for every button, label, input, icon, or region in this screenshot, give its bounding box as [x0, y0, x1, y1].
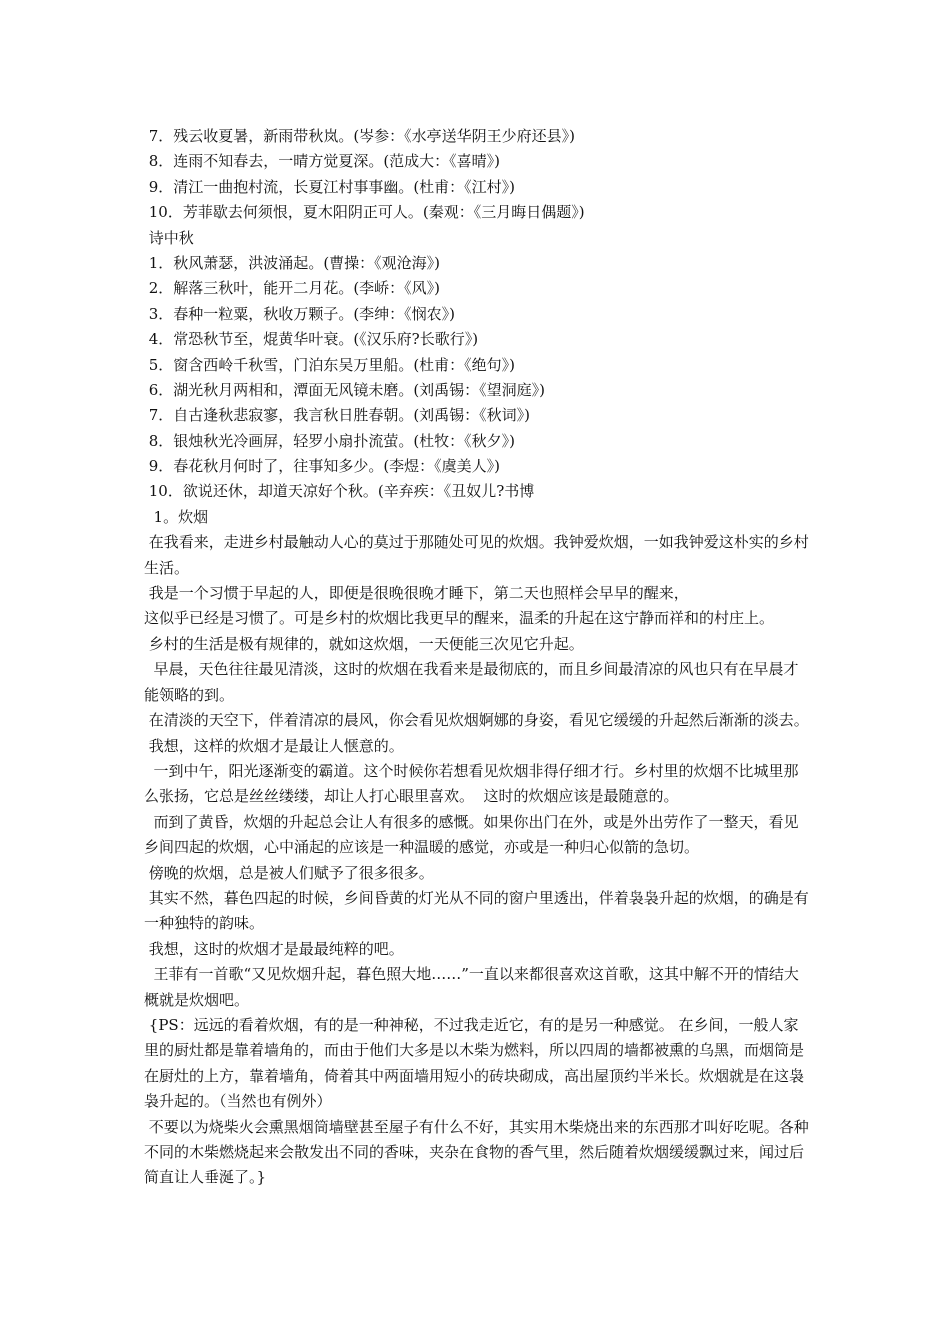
- essay-paragraph: 我是一个习惯于早起的人，即便是很晚很晚才睡下，第二天也照样会早早的醒来，: [144, 584, 689, 603]
- poem-line: 3．春种一粒粟，秋收万颗子。(李绅：《悯农》): [144, 304, 456, 323]
- document-body: [144, 124, 812, 1191]
- essay-paragraph: 而到了黄昏，炊烟的升起总会让人有很多的感慨。如果你出门在外，或是外出劳作了一整天，看见乡间四起的炊烟，心中涌起的应该是一种温暖的感觉，亦或是一种归心似箭的急切。: [144, 812, 799, 857]
- section-heading-autumn: 诗中秋: [144, 228, 194, 247]
- essay-title: 1。炊烟: [144, 507, 209, 526]
- essay-paragraph: 这似乎已经是习惯了。可是乡村的炊烟比我更早的醒来，温柔的升起在这宁静而祥和的村庄上。: [144, 609, 775, 628]
- essay-paragraph: 早晨，天色往往最见清淡，这时的炊烟在我看来是最彻底的，而且乡间最清凉的风也只有在早晨才能领略的到。: [144, 660, 799, 704]
- poem-line: 6．湖光秋月两相和，潭面无风镜未磨。(刘禹锡：《望洞庭》): [144, 380, 546, 399]
- poem-line: 7．自古逢秋悲寂寥，我言秋日胜春朝。(刘禹锡：《秋词》): [144, 406, 531, 425]
- essay-paragraph: 王菲有一首歌“又见炊烟升起，暮色照大地……”一直以来都很喜欢这首歌，这其中解不开的情结大概就是炊烟吧。: [144, 965, 799, 1009]
- poem-line: 5．窗含西岭千秋雪，门泊东吴万里船。(杜甫：《绝句》): [144, 355, 516, 374]
- poem-line: 10．欲说还休，却道天凉好个秋。(辛弃疾：《丑奴儿?书博: [144, 482, 535, 501]
- poem-line: 9．清江一曲抱村流，长夏江村事事幽。(杜甫：《江村》): [144, 177, 516, 196]
- poem-line: 7．残云收夏暑，新雨带秋岚。(岑参：《水亭送华阴王少府还县》): [144, 127, 576, 145]
- poem-line: 1．秋风萧瑟，洪波涌起。(曹操：《观沧海》): [144, 253, 441, 272]
- essay-paragraph: 我想，这样的炊烟才是最让人惬意的。: [144, 736, 404, 755]
- essay-paragraph: 其实不然，暮色四起的时候，乡间昏黄的灯光从不同的窗户里透出，伴着袅袅升起的炊烟，的确是有一种独特的韵味。: [144, 888, 809, 933]
- essay-paragraph: 傍晚的炊烟，总是被人们赋予了很多很多。: [144, 863, 434, 882]
- poem-line: 8．银烛秋光冷画屏，轻罗小扇扑流萤。(杜牧：《秋夕》): [144, 431, 516, 450]
- essay-paragraph: 乡村的生活是极有规律的，就如这炊烟，一天便能三次见它升起。: [144, 634, 584, 653]
- essay-paragraph: 在我看来，走进乡村最触动人心的莫过于那随处可见的炊烟。我钟爱炊烟，一如我钟爱这朴实的乡村生活。: [144, 533, 809, 577]
- essay-paragraph: 在清淡的天空下，伴着清凉的晨风，你会看见炊烟婀娜的身姿，看见它缓缓的升起然后渐渐的淡去。: [144, 711, 809, 730]
- essay-paragraph: {PS：远远的看着炊烟，有的是一种神秘，不过我走近它，有的是另一种感觉。 在乡间，一般人家里的厨灶都是靠着墙角的，而由于他们大多是以木柴为燃料，所以四周的墙都被熏的乌黑，而烟筒是在厨灶的上方，靠着墙角，倚着其中两面墙用短小的砖块砌成，高出屋顶约半米长。炊烟就是在这袅袅升起的。（当然也有例外）: [144, 1015, 805, 1111]
- poem-line: 9．春花秋月何时了，往事知多少。(李煜：《虞美人》): [144, 457, 501, 476]
- essay-paragraph: 一到中午，阳光逐渐变的霸道。这个时候你若想看见炊烟非得仔细才行。乡村里的炊烟不比城里那么张扬，它总是丝丝缕缕，却让人打心眼里喜欢。 这时的炊烟应该是最随意的。: [144, 761, 799, 806]
- poem-line: 2．解落三秋叶，能开二月花。(李峤：《风》): [144, 279, 441, 298]
- essay-paragraph: 不要以为烧柴火会熏黑烟筒墙壁甚至屋子有什么不好，其实用木柴烧出来的东西那才叫好吃呢。各种不同的木柴燃烧起来会散发出不同的香味，夹杂在食物的香气里，然后随着炊烟缓缓飘过来，闻过后简直让人垂涎了。}: [144, 1117, 809, 1187]
- essay-paragraph: 我想，这时的炊烟才是最最纯粹的吧。: [144, 939, 404, 958]
- poem-line: 10．芳菲歇去何须恨，夏木阳阴正可人。(秦观：《三月晦日偶题》): [144, 203, 585, 222]
- poem-line: 8．连雨不知春去，一晴方觉夏深。(范成大：《喜晴》): [144, 152, 501, 171]
- poem-line: 4．常恐秋节至，焜黄华叶衰。(《汉乐府?长歌行》): [144, 330, 479, 349]
